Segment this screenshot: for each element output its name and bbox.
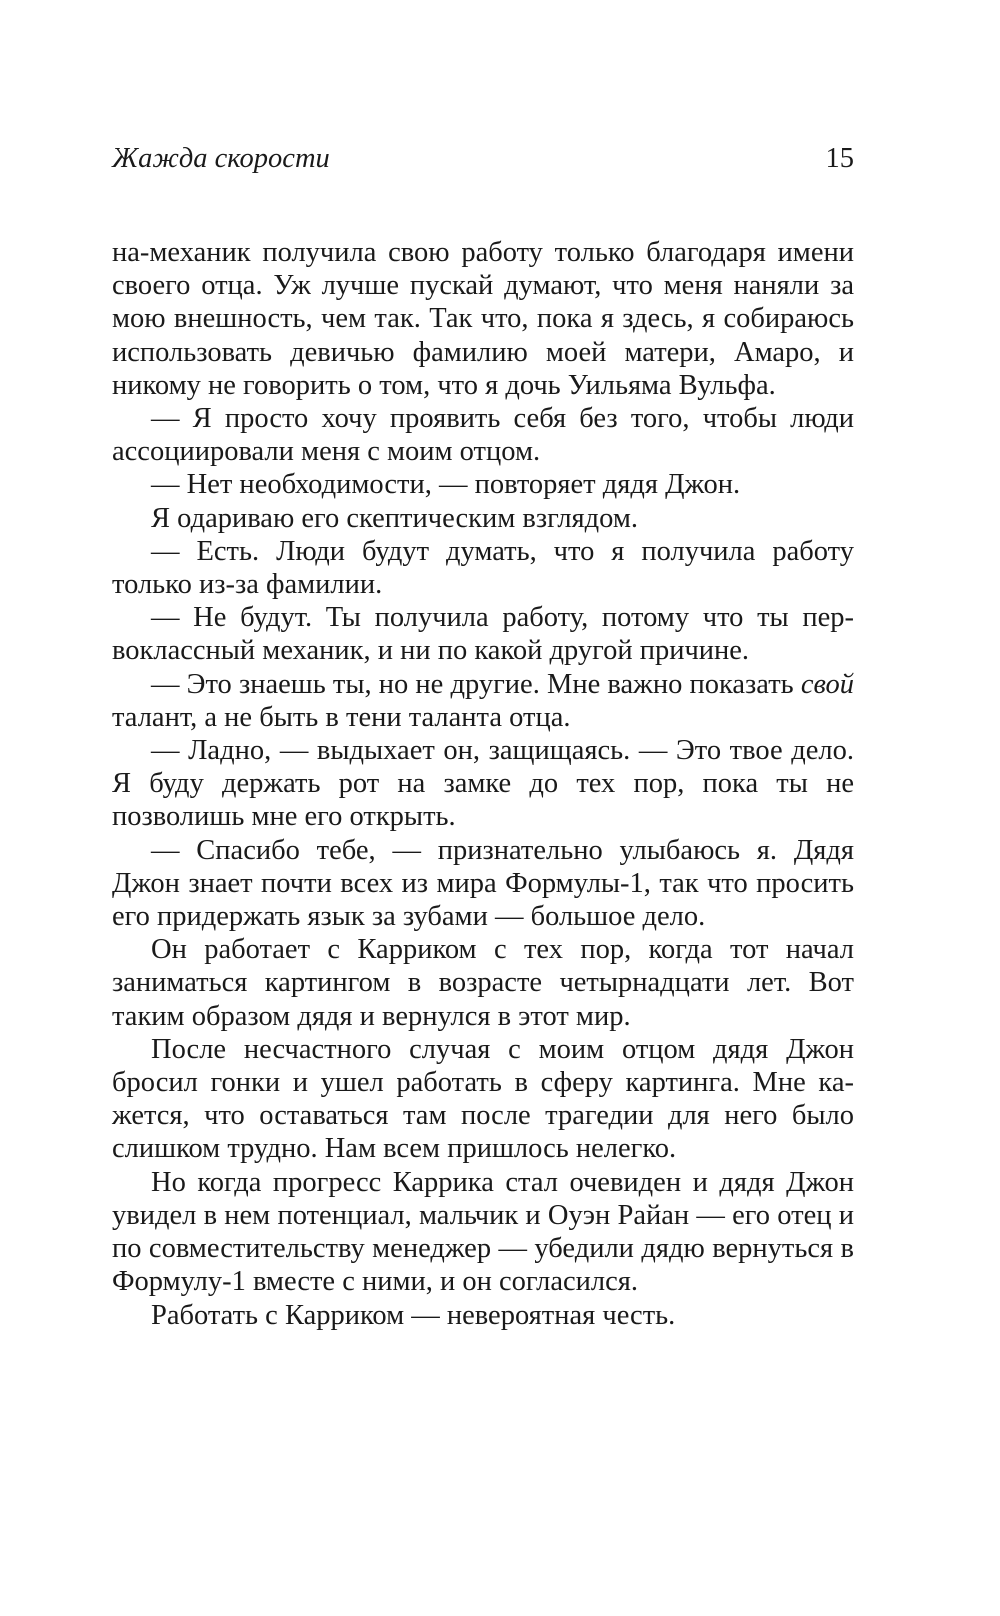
paragraph: Я одариваю его скептическим взглядом. — [151, 502, 639, 534]
paragraph: После несчастного случая с моим отцом дядя Джон бросил гонки и ушел работать в сферу картинга. Мне кажется, что оставаться там после трагедии для него было слишком трудно. Нам всем пришлось нелегко. — [112, 1033, 854, 1165]
paragraph: — Не будут. Ты получила работу, потому что ты первоклассный механик, и ни по какой другой причине. — [112, 602, 854, 667]
paragraph-text: талант, а не быть в тени таланта отца. — [112, 701, 571, 733]
page-number: 15 — [825, 143, 854, 174]
paragraph: — Нет необходимости, — повторяет дядя Джон. — [151, 469, 741, 501]
paragraph: Работать с Карриком — невероятная честь. — [151, 1299, 676, 1331]
book-title: Жажда скорости — [112, 143, 330, 174]
paragraph: — Ладно, — выдыхает он, защищаясь. — Это твое дело. Я буду держать рот на замке до тех пор, пока ты не позволишь мне его открыть. — [112, 735, 854, 833]
paragraph: Но когда прогресс Каррика стал очевиден и дядя Джон увидел в нем потенциал, мальчик и Оуэн Райан — его отец и по совместительству менеджер — убедили дядю вернуться в Формулу-1 вместе с ними, и он согласился. — [112, 1166, 854, 1298]
running-head — [112, 143, 854, 183]
paragraph: Он работает с Карриком с тех пор, когда тот начал заниматься картингом в возрасте четырнадцати лет. Вот таким образом дядя и вернулся в этот мир. — [112, 934, 854, 1032]
paragraph: на-механик получила свою работу только благодаря имени своего отца. Уж лучше пускай думают, что меня наняли за мою внешность, чем так. Так что, пока я здесь, я собираюсь использовать девичью фамилию моей матери, Амаро, и никому не говорить о том, что я дочь Уильяма Вульфа. — [112, 237, 854, 401]
paragraph: — Есть. Люди будут думать, что я получила работу только из-за фамилии. — [112, 535, 854, 601]
paragraph-text: — Это знаешь ты, но не другие. Мне важно показать — [151, 668, 801, 700]
paragraph: — Я просто хочу проявить себя без того, чтобы люди ассоциировали меня с моим отцом. — [112, 403, 854, 468]
paragraph — [112, 668, 854, 734]
emphasized-word: свой — [800, 668, 854, 700]
body-text — [112, 236, 854, 1332]
paragraph: — Спасибо тебе, — признательно улыбаюсь я. Дядя Джон знает почти всех из мира Формулы-1, так что просить его придержать язык за зубами — большое дело. — [112, 834, 854, 933]
